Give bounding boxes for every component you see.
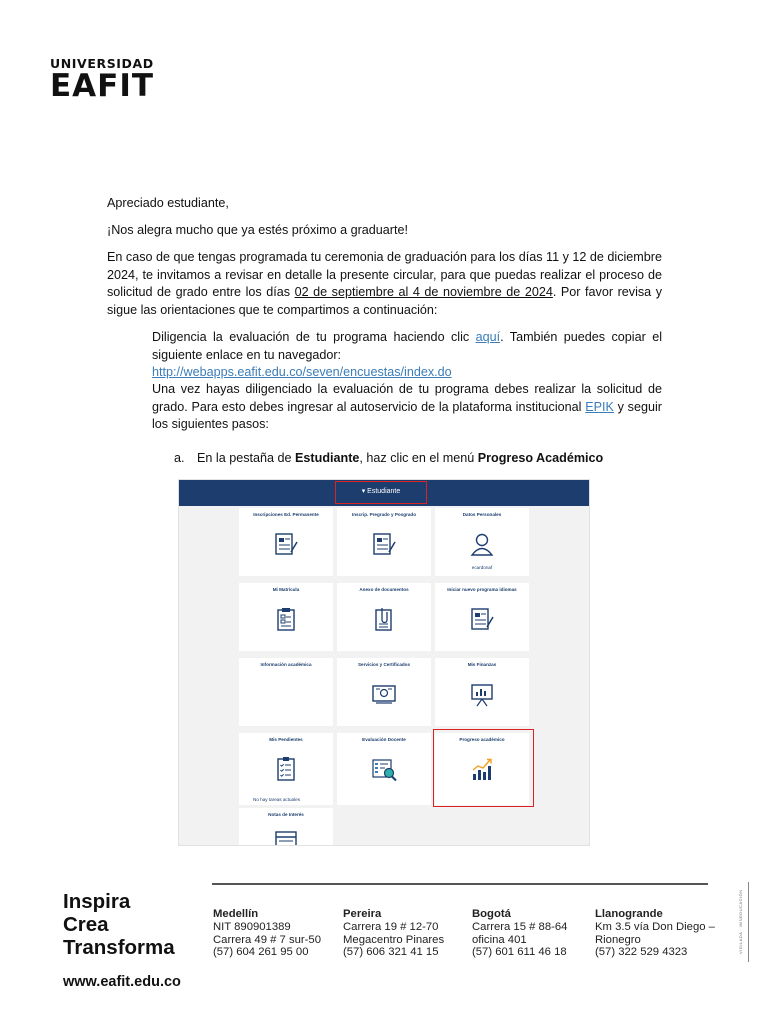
office-line: (57) 322 529 4323 (595, 946, 688, 959)
eafit-logo (50, 56, 155, 104)
office-llanogrande (595, 908, 715, 959)
presentation-icon (468, 680, 496, 708)
ind1-text-a: Diligencia la evaluación de tu programa haciendo clic (152, 330, 476, 344)
intro: ¡Nos alegra mucho que ya estés próximo a graduarte! (107, 223, 409, 237)
form-icon (468, 605, 496, 633)
step-estudiante: Estudiante (295, 451, 360, 465)
p1-dates: 02 de septiembre al 4 de noviembre de 2024 (294, 285, 553, 299)
office-line: (57) 601 611 46 18 (472, 946, 567, 959)
p1-text-b: . Por favor revisa y sigue las orientaciones que te compartimos a continuación: (107, 285, 663, 317)
indented-block-1 (152, 329, 662, 364)
tile-servicios-certificados[interactable] (337, 658, 431, 726)
tile-mis-pendientes[interactable] (239, 733, 333, 805)
office-line: Carrera 49 # 7 sur-50 (213, 933, 321, 946)
step-marker: a. (174, 451, 185, 465)
step-progreso: Progreso Académico (477, 451, 604, 465)
step-text-a: En la pestaña de (197, 451, 296, 465)
logo-line1: UNIVERSIDAD (50, 56, 154, 71)
office-bogota (472, 908, 567, 959)
office-line: (57) 604 261 95 00 (213, 946, 309, 959)
tile-nuevo-programa-idiomas[interactable] (435, 583, 529, 651)
office-line: (57) 606 321 41 15 (343, 946, 439, 959)
indented-block-2 (152, 381, 662, 434)
tile-title: Inscripciones Ed. Permanente (253, 512, 319, 517)
tile-title: Información académica (260, 662, 312, 667)
vigilada-mark: VIGILADA · MINEDUCACIÓN (738, 882, 749, 962)
progreso-highlight-box (433, 729, 534, 807)
office-line: Carrera 19 # 12-70 (343, 920, 439, 933)
notes-icon (272, 826, 300, 846)
greeting: Apreciado estudiante, (107, 196, 229, 210)
tile-title: Anexo de documentos (359, 587, 409, 592)
clipboard-icon (272, 605, 300, 633)
office-line: Carrera 15 # 88-64 (472, 920, 568, 933)
tile-informacion-academica[interactable] (239, 658, 333, 726)
evaluation-icon (370, 755, 398, 783)
office-pereira (343, 908, 444, 959)
ind2-text-b: y seguir los siguientes pasos: (152, 399, 662, 431)
aqui-link[interactable]: aquí (475, 330, 501, 344)
slogan-line-2: Crea (63, 913, 109, 936)
form-icon (370, 530, 398, 558)
tile-title: Iniciar nuevo programa idiomas (447, 587, 517, 592)
tile-inscrip-pregrado-posgrado[interactable] (337, 508, 431, 576)
survey-url-link[interactable]: http://webapps.eafit.edu.co/seven/encuestas/index.do (152, 365, 452, 379)
step-a (197, 451, 657, 465)
portal-screenshot (178, 479, 590, 846)
footer-website[interactable]: www.eafit.edu.co (63, 974, 181, 990)
slogan-line-3: Transforma (63, 936, 175, 959)
tile-title: Evaluación Docente (362, 737, 406, 742)
tile-username: ecardonaf (471, 565, 493, 570)
tile-title: Progreso académico (459, 737, 505, 742)
tile-no-tasks: No hay tareas actuales (253, 797, 300, 802)
estudiante-tab[interactable]: ▾ Estudiante (335, 481, 427, 504)
person-icon (468, 530, 496, 558)
office-city: Pereira (343, 908, 382, 920)
tile-title: Notas de Interés (268, 812, 304, 817)
step-text-c: , haz clic en el menú (359, 451, 478, 465)
form-icon (272, 530, 300, 558)
survey-url (152, 364, 662, 382)
tile-title: Mis Finanzas (467, 662, 497, 667)
tile-mis-finanzas[interactable] (435, 658, 529, 726)
tile-title: Inscrip. Pregrado y Posgrado (351, 512, 417, 517)
tile-title: Mi Matrícula (272, 587, 300, 592)
office-line: Megacentro Pinares (343, 933, 445, 946)
footer-slogan (63, 890, 175, 959)
p1-text-a: En caso de que tengas programada tu ceremonia de graduación para los días 11 y 12 de diciembre 2024, te invitamos a revisar en detalle la presente circular, para que puedas realizar el proceso de solicitud de grado entre los días (107, 250, 662, 299)
office-line: NIT 890901389 (213, 920, 291, 933)
slogan-line-1: Inspira (63, 890, 131, 913)
footer-divider (212, 883, 708, 885)
portal-top-bar (179, 480, 589, 506)
tile-mi-matricula[interactable] (239, 583, 333, 651)
office-city: Medellín (213, 908, 259, 920)
epik-link[interactable]: EPIK (585, 399, 614, 414)
tile-notas-interes[interactable] (239, 808, 333, 846)
tile-title: Mis Pendientes (269, 737, 303, 742)
office-city: Llanogrande (595, 908, 663, 920)
ind1-text-b: . También puedes copiar el siguiente enlace en tu navegador: (152, 330, 663, 362)
tile-inscripciones-ed-permanente[interactable] (239, 508, 333, 576)
office-city: Bogotá (472, 908, 511, 920)
office-line: Km 3.5 vía Don Diego – (595, 920, 715, 933)
attach-icon (370, 605, 398, 633)
logo-line2: EAFIT (50, 68, 155, 104)
office-line: oficina 401 (472, 933, 527, 946)
ind2-text-a: Una vez hayas diligenciado la evaluación de tu programa debes realizar la solicitud de grado. Para esto debes ingresar al autoservicio de la plataforma institucional (152, 382, 662, 414)
office-medellin (213, 908, 321, 959)
certificate-icon (370, 680, 398, 708)
office-line: Rionegro (595, 933, 641, 946)
checklist-icon (272, 755, 300, 783)
tile-anexo-documentos[interactable] (337, 583, 431, 651)
tile-datos-personales[interactable] (435, 508, 529, 576)
paragraph-1 (107, 249, 662, 319)
tile-title: Datos Personales (462, 512, 502, 517)
tile-title: Servicios y Certificados (357, 662, 411, 667)
tile-evaluacion-docente[interactable] (337, 733, 431, 805)
